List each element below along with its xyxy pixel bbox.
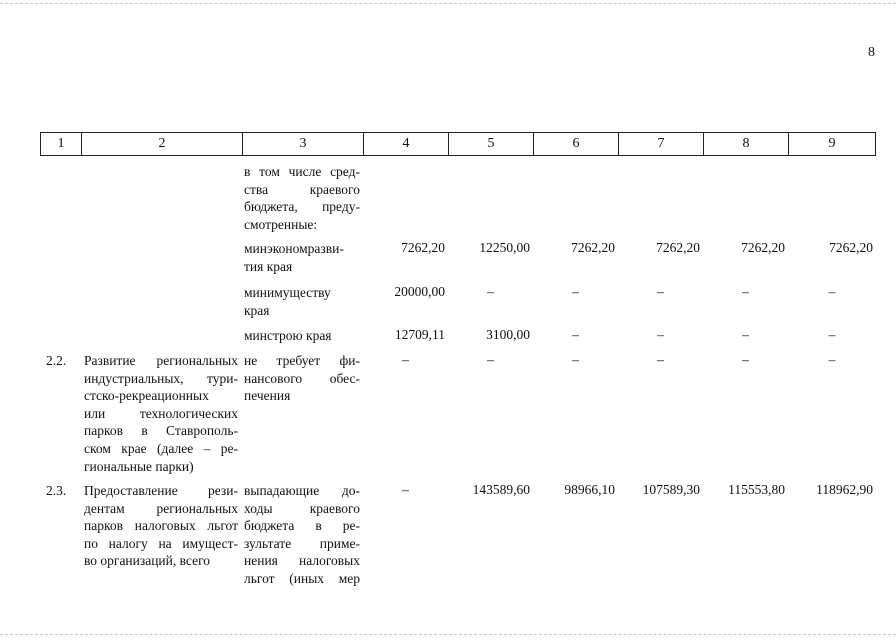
header-col-9: 9 — [788, 132, 876, 156]
value-col4: – — [402, 352, 409, 367]
text-line: льгот (иных мер — [244, 570, 360, 586]
header-col-8: 8 — [703, 132, 788, 156]
header-col-7: 7 — [618, 132, 703, 156]
text-line: минэкономразви- — [244, 241, 344, 256]
text-line: тия края — [244, 258, 293, 274]
header-col-2: 2 — [81, 132, 242, 156]
text-line: гиональные парки) — [84, 458, 194, 474]
text-line: выпадающие до- — [244, 483, 360, 498]
text-line: смотренные: — [244, 216, 318, 232]
value-col6: – — [572, 284, 579, 299]
text-line: не требует фи- — [244, 353, 360, 368]
row-col2 — [84, 352, 238, 475]
value-col7: – — [657, 327, 664, 342]
header-col-1: 1 — [40, 132, 81, 156]
value-col5: 143589,60 — [472, 482, 530, 497]
text-line: зультате приме- — [244, 535, 360, 551]
row-col3 — [244, 482, 360, 588]
text-line: ходы краевого — [244, 500, 360, 516]
text-line: нения налоговых — [244, 553, 360, 569]
bottom-scan-border — [0, 634, 896, 635]
value-col5: 12250,00 — [479, 240, 530, 255]
value-col7: – — [657, 352, 664, 367]
top-scan-border — [0, 3, 896, 4]
text-line: ском крае (далее – ре- — [84, 440, 238, 456]
text-line: печения — [244, 388, 291, 404]
value-col5: 3100,00 — [486, 327, 530, 342]
text-line: или технологических — [84, 405, 238, 421]
text-line: Развитие региональных — [84, 353, 238, 368]
value-col5: – — [487, 352, 494, 367]
value-col8: – — [742, 327, 749, 342]
value-col7: 107589,30 — [642, 482, 700, 497]
value-col8: 7262,20 — [741, 240, 785, 255]
value-col6: – — [572, 352, 579, 367]
row-col3 — [244, 240, 360, 275]
value-col6: 7262,20 — [571, 240, 615, 255]
value-col4: 12709,11 — [394, 327, 445, 342]
text-line: стско-рекреационных — [84, 388, 209, 404]
value-col4: 7262,20 — [401, 240, 445, 255]
row-number: 2.3. — [46, 483, 67, 498]
continuation-text — [244, 163, 360, 233]
value-col8: 115553,80 — [728, 482, 785, 497]
value-col6: 98966,10 — [564, 482, 615, 497]
text-line: минстрою края — [244, 328, 332, 343]
value-col5: – — [487, 284, 494, 299]
text-line: бюджета в ре- — [244, 518, 360, 534]
value-col6: – — [572, 327, 579, 342]
row-col2 — [84, 482, 238, 570]
value-col4: – — [402, 482, 409, 497]
value-col9: – — [828, 284, 836, 299]
text-line: ства краевого — [244, 181, 360, 197]
header-col-4: 4 — [363, 132, 448, 156]
row-number: 2.2. — [46, 353, 67, 368]
value-col4: 20000,00 — [394, 284, 445, 299]
value-col7: – — [657, 284, 664, 299]
text-line: парков налоговых льгот — [84, 518, 238, 534]
text-line: Предоставление рези- — [84, 483, 238, 498]
row-col3 — [244, 352, 360, 405]
text-line: во организаций, всего — [84, 553, 211, 569]
value-col9: – — [828, 327, 836, 342]
value-col9: 7262,20 — [829, 240, 873, 255]
text-line: индустриальных, тури- — [84, 370, 238, 386]
text-line: по налогу на имущест- — [84, 535, 238, 551]
value-col8: – — [742, 352, 749, 367]
value-col8: – — [742, 284, 749, 299]
value-col7: 7262,20 — [656, 240, 700, 255]
text-line: края — [244, 302, 270, 318]
text-line: дентам региональных — [84, 500, 238, 516]
row-col3 — [244, 284, 360, 319]
text-line: парков в Ставрополь- — [84, 423, 238, 439]
page-number: 8 — [868, 45, 875, 60]
header-col-5: 5 — [448, 132, 533, 156]
row-col3 — [244, 327, 360, 345]
text-line: нансового обес- — [244, 370, 360, 386]
text-line: в том числе сред- — [244, 164, 360, 179]
value-col9: 118962,90 — [816, 482, 873, 497]
header-col-3: 3 — [242, 132, 363, 156]
text-line: минимуществу — [244, 285, 331, 300]
header-col-6: 6 — [533, 132, 618, 156]
text-line: бюджета, преду- — [244, 199, 360, 215]
value-col9: – — [828, 352, 836, 367]
